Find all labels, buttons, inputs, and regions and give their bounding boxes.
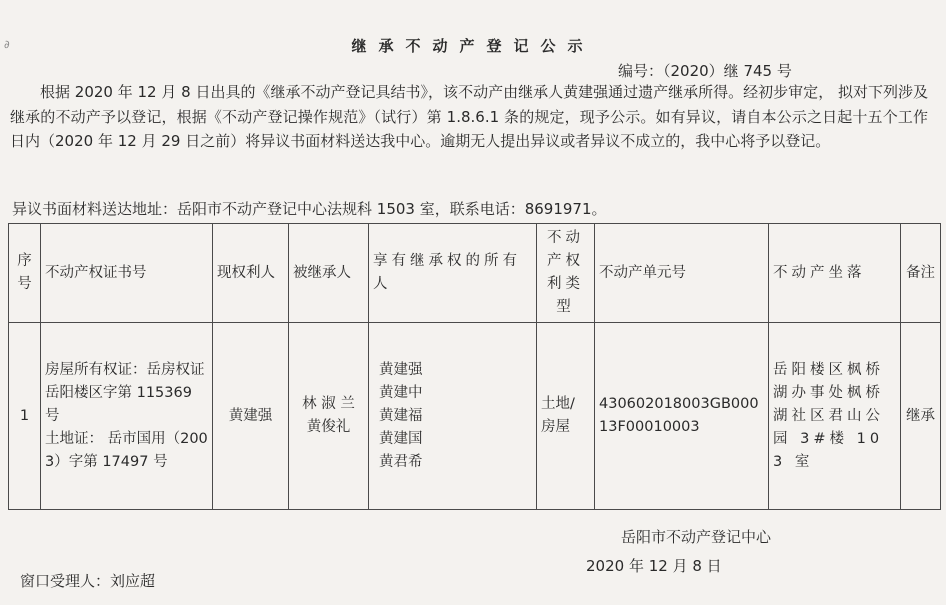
- cell-unit-no: 430602018003GB00013F00010003: [595, 323, 769, 510]
- page-title: 继承不动产登记公示: [351, 37, 595, 55]
- margin-scribble: ∂: [4, 38, 10, 51]
- header-remark: 备注: [901, 224, 941, 323]
- cell-current-holder: 黄建强: [213, 323, 289, 510]
- header-unit-no: 不动产单元号: [595, 224, 769, 323]
- serial-number: 编号：（2020）继 745 号: [618, 62, 792, 80]
- cell-heirs: 黄建强 黄建中 黄建福 黄建国 黄君希: [369, 323, 537, 510]
- table-header-row: [9, 224, 941, 323]
- cell-right-type: 土地/ 房屋: [537, 323, 595, 510]
- cell-seq: 1: [9, 323, 41, 510]
- header-heirs: 享有继承权的所有人: [369, 224, 537, 323]
- header-right-type: 不动产权利类型: [537, 224, 595, 323]
- table-row: [9, 323, 941, 510]
- header-decedent: 被继承人: [289, 224, 369, 323]
- cell-decedent: 林 淑 兰 黄俊礼: [289, 323, 369, 510]
- header-current-holder: 现权利人: [213, 224, 289, 323]
- header-location: 不动产坐落: [769, 224, 901, 323]
- issuing-organization: 岳阳市不动产登记中心: [621, 528, 772, 546]
- cell-location: 岳阳楼区枫桥湖办事处枫桥湖社区君山公园 3#楼 103 室: [769, 323, 901, 510]
- cell-cert-no: 房屋所有权证：岳房权证岳阳楼区字第 115369 号 土地证： 岳市国用（2003）字第 17497 号: [41, 323, 213, 510]
- objection-address: 异议书面材料送达地址：岳阳市不动产登记中心法规科 1503 室，联系电话：8691971。: [12, 200, 607, 218]
- inheritance-table: [8, 223, 941, 510]
- header-seq: 序号: [9, 224, 41, 323]
- window-clerk: 窗口受理人：刘应超: [20, 572, 156, 590]
- cell-remark: 继承: [901, 323, 941, 510]
- header-cert-no: 不动产权证书号: [41, 224, 213, 323]
- notice-body: 根据 2020 年 12 月 8 日出具的《继承不动产登记具结书》，该不动产由继承人黄建强通过遗产继承所得。经初步审定， 拟对下列涉及继承的不动产予以登记，根据《不动产登记操作规范》（试行）第 1.8.6.1 条的规定，现予公示。如有异议，请自本公示之日起十五个工作日内（2020 年 12 月 29 日之前）将异议书面材料送达我中心。逾期无人提出异议或者异议不成立的，我中心将予以登记。: [10, 83, 928, 150]
- issue-date: 2020 年 12 月 8 日: [586, 557, 722, 575]
